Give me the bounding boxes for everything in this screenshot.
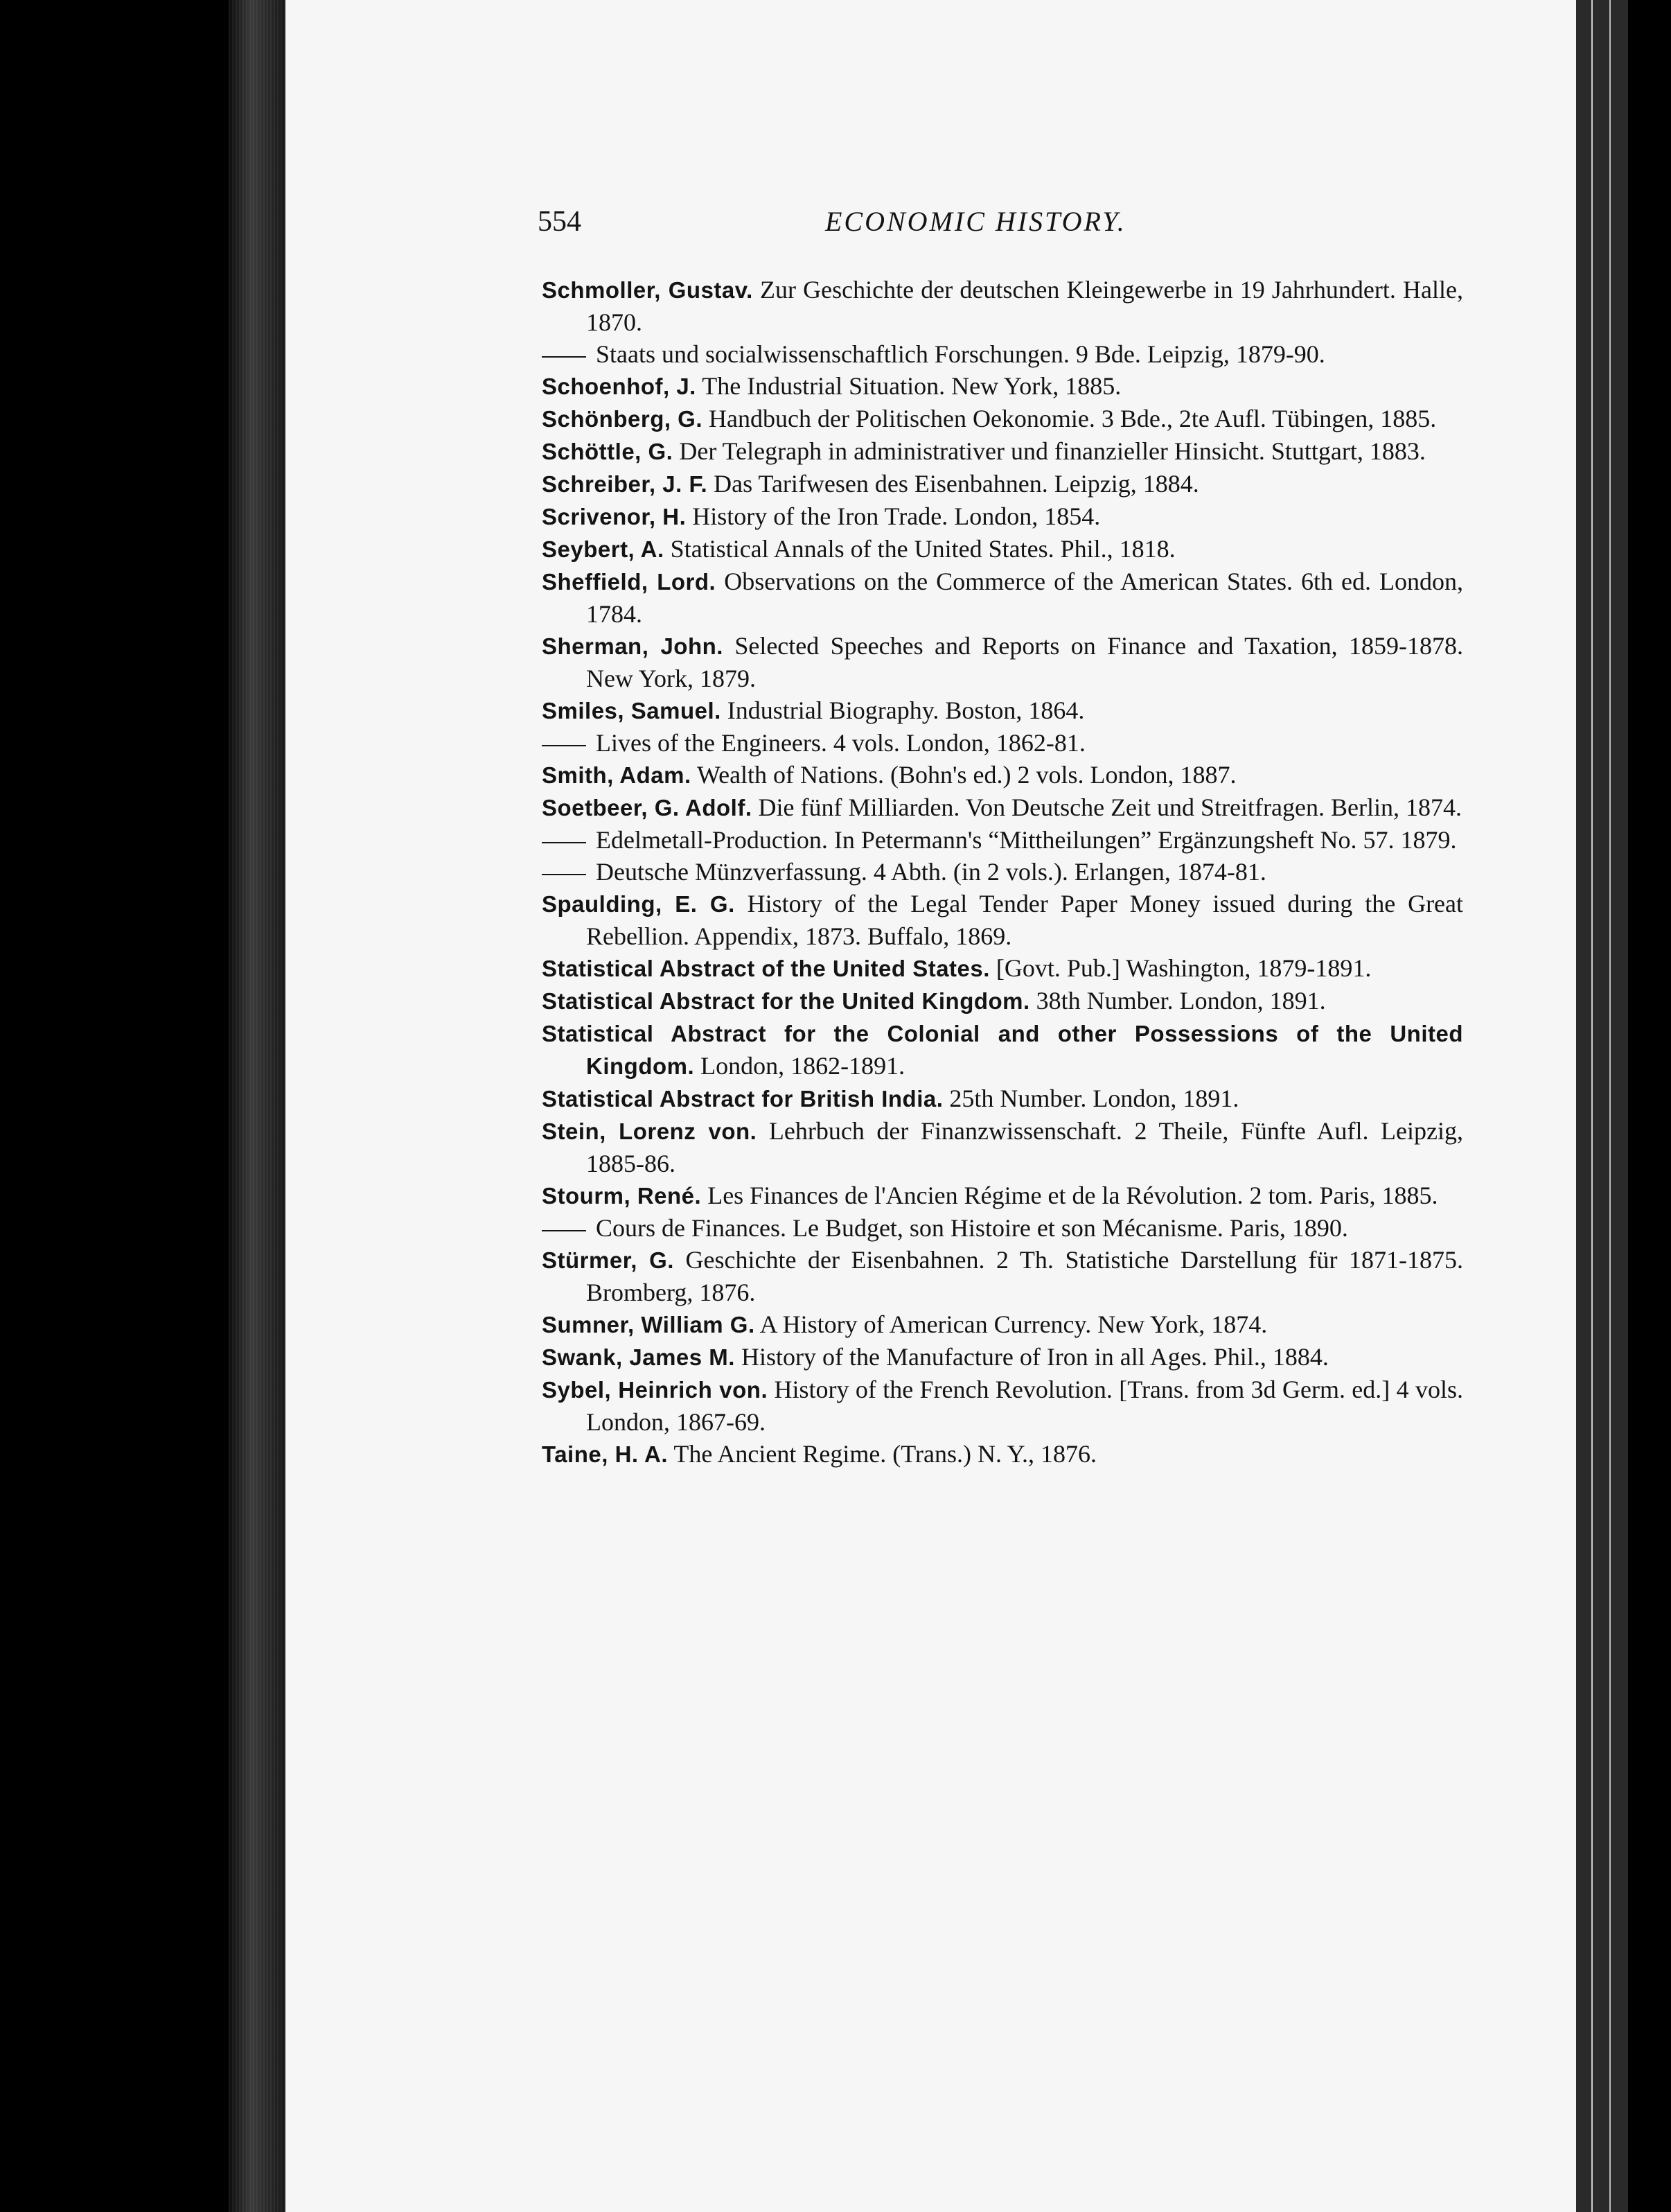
entry-author: Sumner, William G. xyxy=(542,1312,755,1337)
entry-author: Swank, James M. xyxy=(542,1344,735,1370)
entry-text: History of the Legal Tender Paper Money issued during the Great Rebellion. Appendix, 1873. Buffalo, 1869. xyxy=(586,890,1464,950)
entry-author: Schreiber, J. F. xyxy=(542,471,708,497)
bibliography-list xyxy=(542,274,1463,1471)
bibliography-entry xyxy=(542,565,1463,630)
entry-text: Observations on the Commerce of the American States. 6th ed. London, 1784. xyxy=(586,568,1464,628)
page-fore-edge xyxy=(1576,0,1628,2212)
entry-author: Schoenhof, J. xyxy=(542,374,696,399)
bibliography-entry xyxy=(542,1179,1463,1212)
scan-border-right xyxy=(1628,0,1671,2212)
entry-text: Edelmetall-Production. In Petermann's “Mittheilungen” Ergänzungsheft No. 57. 1879. xyxy=(596,826,1457,854)
entry-author: Schöttle, G. xyxy=(542,439,673,464)
entry-text: London, 1862-1891. xyxy=(700,1052,905,1080)
bibliography-entry xyxy=(542,888,1463,952)
entry-text: [Govt. Pub.] Washington, 1879-1891. xyxy=(996,954,1372,982)
entry-text: Deutsche Münzverfassung. 4 Abth. (in 2 vols.). Erlangen, 1874-81. xyxy=(596,858,1266,886)
entry-author: Stürmer, G. xyxy=(542,1247,674,1273)
entry-author: Statistical Abstract for the Colonial and other Possessions of the United Kingdom. xyxy=(542,1021,1463,1079)
bibliography-entry xyxy=(542,856,1463,888)
entry-author: Schönberg, G. xyxy=(542,406,703,432)
bibliography-entry xyxy=(542,1082,1463,1115)
bibliography-entry xyxy=(542,1212,1463,1244)
ditto-dash xyxy=(542,1230,586,1231)
running-title: ECONOMIC HISTORY. xyxy=(825,206,1126,237)
entry-text: Lehrbuch der Finanzwissenschaft. 2 Theile, Fünfte Aufl. Leipzig, 1885-86. xyxy=(586,1117,1463,1177)
entry-author: Sherman, John. xyxy=(542,633,723,659)
bibliography-entry xyxy=(542,1373,1463,1438)
entry-author: Taine, H. A. xyxy=(542,1441,669,1467)
page-header xyxy=(538,201,1182,243)
bibliography-entry xyxy=(542,791,1463,824)
scan-border xyxy=(0,0,229,2212)
bibliography-entry xyxy=(542,759,1463,791)
entry-text: Handbuch der Politischen Oekonomie. 3 Bde., 2te Aufl. Tübingen, 1885. xyxy=(709,405,1437,432)
entry-text: Lives of the Engineers. 4 vols. London, 1862-81. xyxy=(596,729,1086,757)
entry-text: 38th Number. London, 1891. xyxy=(1036,987,1326,1015)
bibliography-entry xyxy=(542,1438,1463,1471)
entry-text: Staats und socialwissenschaftlich Forschungen. 9 Bde. Leipzig, 1879-90. xyxy=(596,340,1325,368)
bibliography-entry xyxy=(542,533,1463,565)
entry-text: Wealth of Nations. (Bohn's ed.) 2 vols. London, 1887. xyxy=(697,761,1237,789)
bibliography-entry xyxy=(542,1115,1463,1179)
bibliography-entry xyxy=(542,274,1463,338)
bibliography-entry xyxy=(542,630,1463,694)
entry-text: Selected Speeches and Reports on Finance and Taxation, 1859-1878. New York, 1879. xyxy=(586,632,1463,692)
entry-text: Industrial Biography. Boston, 1864. xyxy=(727,696,1085,724)
entry-author: Statistical Abstract for the United Kingdom. xyxy=(542,988,1030,1014)
bibliography-entry xyxy=(542,985,1463,1017)
bibliography-entry xyxy=(542,468,1463,500)
entry-text: Geschichte der Eisenbahnen. 2 Th. Statistiche Darstellung für 1871-1875. Bromberg, 1876. xyxy=(586,1246,1464,1306)
entry-author: Seybert, A. xyxy=(542,536,664,562)
bibliography-entry xyxy=(542,338,1463,370)
page-number: 554 xyxy=(538,206,581,238)
entry-text: The Industrial Situation. New York, 1885. xyxy=(702,372,1122,400)
entry-author: Soetbeer, G. Adolf. xyxy=(542,795,752,820)
entry-author: Stourm, René. xyxy=(542,1183,702,1209)
entry-author: Stein, Lorenz von. xyxy=(542,1118,757,1144)
book-spine-edge xyxy=(229,0,285,2212)
bibliography-entry xyxy=(542,435,1463,468)
entry-text: History of the Manufacture of Iron in all Ages. Phil., 1884. xyxy=(741,1343,1329,1371)
bibliography-entry xyxy=(542,403,1463,435)
ditto-dash xyxy=(542,874,586,875)
entry-text: History of the French Revolution. [Trans. from 3d Germ. ed.] 4 vols. London, 1867-69. xyxy=(586,1376,1463,1436)
entry-author: Sybel, Heinrich von. xyxy=(542,1377,768,1403)
entry-text: The Ancient Regime. (Trans.) N. Y., 1876. xyxy=(673,1440,1097,1468)
entry-text: Zur Geschichte der deutschen Kleingewerbe in 19 Jahrhundert. Halle, 1870. xyxy=(586,276,1463,336)
bibliography-entry xyxy=(542,500,1463,533)
entry-text: 25th Number. London, 1891. xyxy=(949,1085,1239,1112)
entry-text: Die fünf Milliarden. Von Deutsche Zeit und Streitfragen. Berlin, 1874. xyxy=(758,793,1462,821)
entry-author: Spaulding, E. G. xyxy=(542,891,735,917)
entry-text: Les Finances de l'Ancien Régime et de la Révolution. 2 tom. Paris, 1885. xyxy=(707,1182,1438,1209)
entry-author: Smith, Adam. xyxy=(542,762,691,788)
entry-author: Smiles, Samuel. xyxy=(542,698,721,723)
bibliography-entry xyxy=(542,1341,1463,1373)
bibliography-entry xyxy=(542,824,1463,856)
bibliography-entry xyxy=(542,727,1463,759)
entry-author: Sheffield, Lord. xyxy=(542,569,716,595)
entry-text: Der Telegraph in administrativer und finanzieller Hinsicht. Stuttgart, 1883. xyxy=(679,437,1426,465)
entry-text: Cours de Finances. Le Budget, son Histoire et son Mécanisme. Paris, 1890. xyxy=(596,1214,1348,1242)
bibliography-entry xyxy=(542,694,1463,727)
entry-text: History of the Iron Trade. London, 1854. xyxy=(692,502,1101,530)
ditto-dash xyxy=(542,356,586,358)
bibliography-entry xyxy=(542,370,1463,403)
entry-author: Schmoller, Gustav. xyxy=(542,277,753,303)
entry-author: Statistical Abstract of the United States. xyxy=(542,956,990,981)
entry-author: Statistical Abstract for British India. xyxy=(542,1086,944,1112)
entry-author: Scrivenor, H. xyxy=(542,504,687,529)
bibliography-entry xyxy=(542,1244,1463,1308)
entry-text: Statistical Annals of the United States. Phil., 1818. xyxy=(670,535,1176,563)
ditto-dash xyxy=(542,745,586,746)
bibliography-entry xyxy=(542,1017,1463,1082)
entry-text: A History of American Currency. New York, 1874. xyxy=(759,1310,1268,1338)
bibliography-entry xyxy=(542,1308,1463,1341)
entry-text: Das Tarifwesen des Eisenbahnen. Leipzig, 1884. xyxy=(714,470,1199,498)
ditto-dash xyxy=(542,842,586,843)
bibliography-entry xyxy=(542,952,1463,985)
